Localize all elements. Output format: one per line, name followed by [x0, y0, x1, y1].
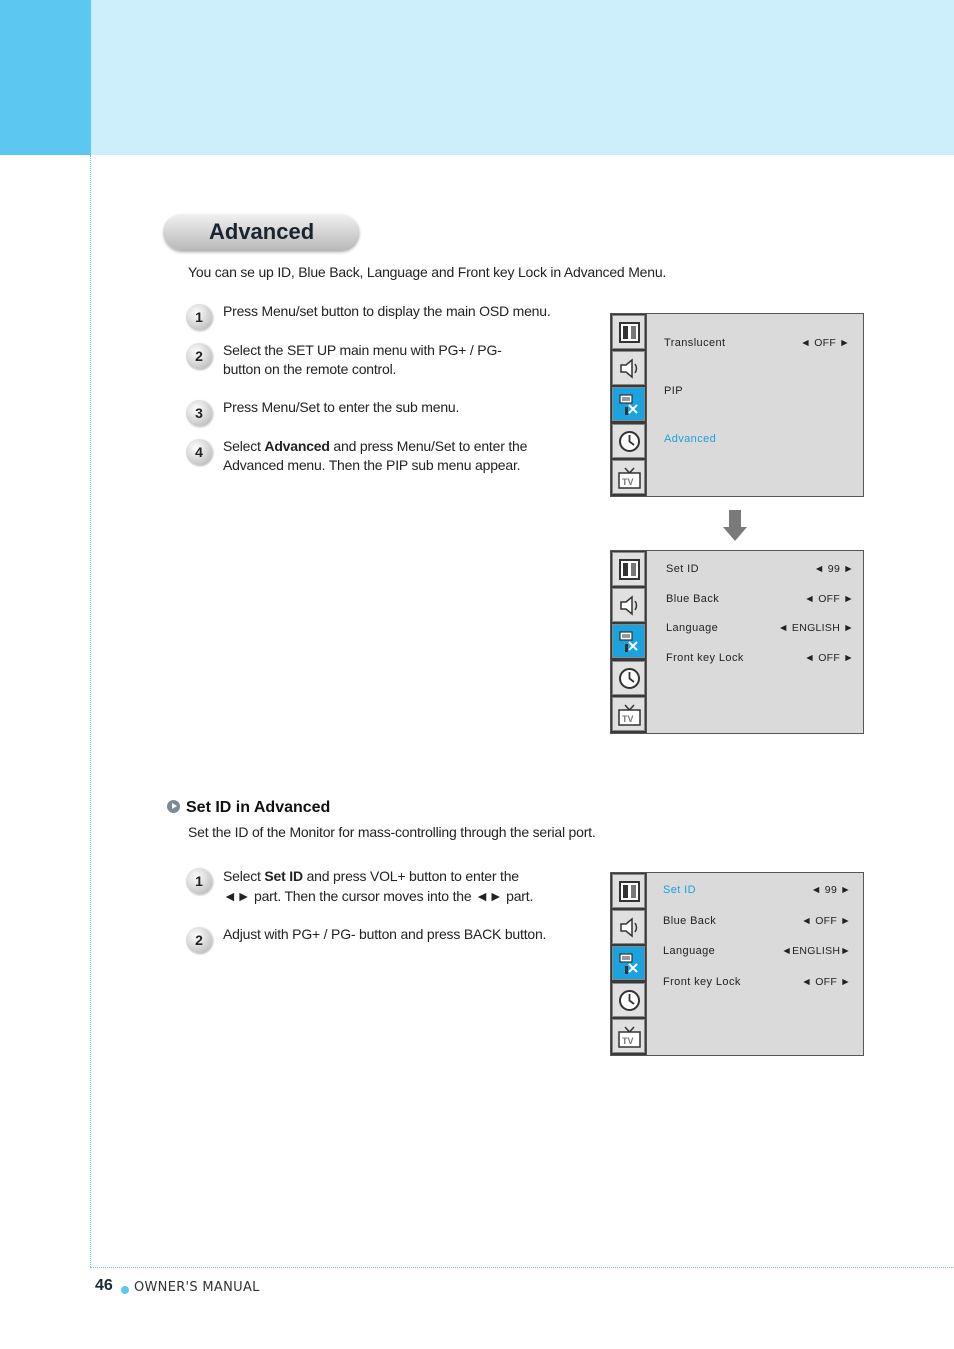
side-tab: [0, 0, 91, 155]
osd-menu-advanced: [610, 550, 864, 734]
osd-menu-setid: [610, 872, 864, 1056]
osd-row-label-selected: Set ID: [663, 884, 696, 896]
picture-icon: [612, 552, 645, 586]
tv-icon: [612, 697, 645, 731]
osd-row-value: ◄ OFF ►: [804, 593, 854, 605]
section-title-pill: [163, 214, 358, 250]
step-number: 2: [186, 343, 212, 369]
osd-row-label: Language: [663, 945, 716, 957]
setup-icon: [612, 387, 645, 421]
osd-row-label-selected: Advanced: [664, 433, 717, 445]
osd-row-value: ◄ OFF ►: [804, 652, 854, 664]
step-text: Adjust with PG+ / PG- button and press BACK button.: [223, 926, 547, 942]
page-number: 46: [95, 1277, 113, 1294]
step-number: 2: [186, 927, 212, 953]
footer-dot: [121, 1286, 129, 1294]
step-text: Press Menu/set button to display the main OSD menu.: [223, 303, 551, 319]
osd-icon-bar: [611, 873, 647, 1055]
timer-icon: [612, 424, 645, 458]
svg-text:TV: TV: [622, 476, 634, 487]
svg-text:TV: TV: [622, 1035, 634, 1046]
timer-icon: [612, 661, 645, 695]
step-number: 4: [186, 439, 212, 465]
osd-row-value: ◄ OFF ►: [801, 915, 851, 927]
step-number: 1: [186, 868, 212, 894]
tv-icon: [612, 1019, 645, 1053]
osd-row-label: Language: [666, 622, 719, 634]
margin-line-horizontal: [90, 1267, 954, 1268]
osd-menu-setup: [610, 313, 864, 497]
margin-line-vertical: [90, 155, 91, 1267]
sound-icon: [612, 910, 645, 944]
tv-icon: [612, 460, 645, 494]
osd-row-value: ◄ 99 ►: [813, 563, 854, 575]
step-number: 3: [186, 400, 212, 426]
osd-row-value: ◄ ENGLISH ►: [777, 622, 854, 634]
osd-row-label: Set ID: [666, 563, 699, 575]
subsection-heading: Set ID in Advanced: [167, 799, 330, 817]
osd-icon-bar: [611, 314, 647, 496]
bullet-arrow-icon: [167, 800, 180, 813]
osd-row-value: ◄ OFF ►: [801, 976, 851, 988]
setup-icon: [612, 624, 645, 658]
osd-row-value: ◄ 99 ►: [810, 884, 851, 896]
step-text: Select Advanced and press Menu/Set to enter the Advanced menu. Then the PIP sub menu appear.: [223, 438, 528, 473]
setup-icon: [612, 946, 645, 980]
picture-icon: [612, 874, 645, 908]
sound-icon: [612, 351, 645, 385]
sound-icon: [612, 588, 645, 622]
header-band: [0, 0, 954, 155]
subsection-description: Set the ID of the Monitor for mass-controlling through the serial port.: [188, 824, 596, 840]
step-text: Select Set ID and press VOL+ button to enter the ◄► part. Then the cursor moves into the ◄► part.: [223, 868, 534, 904]
osd-row-label: Front key Lock: [666, 652, 744, 664]
svg-text:TV: TV: [622, 713, 634, 724]
picture-icon: [612, 315, 645, 349]
section-title: Advanced: [209, 219, 315, 244]
osd-row-label: Blue Back: [666, 593, 720, 605]
step-text: Select the SET UP main menu with PG+ / PG- button on the remote control.: [223, 342, 502, 377]
osd-row-label: PIP: [664, 385, 683, 397]
step-number: 1: [186, 304, 212, 330]
osd-row-value: ◄ENGLISH►: [781, 945, 851, 957]
arrow-down-icon: [723, 510, 747, 542]
footer-label: OWNER'S MANUAL: [134, 1280, 260, 1295]
timer-icon: [612, 983, 645, 1017]
osd-row-label: Front key Lock: [663, 976, 741, 988]
step-text: Press Menu/Set to enter the sub menu.: [223, 399, 460, 415]
osd-icon-bar: [611, 551, 647, 733]
osd-row-label: Translucent: [664, 337, 726, 349]
osd-row-label: Blue Back: [663, 915, 717, 927]
intro-text: You can se up ID, Blue Back, Language and Front key Lock in Advanced Menu.: [188, 264, 667, 280]
osd-row-value: ◄ OFF ►: [800, 337, 850, 349]
